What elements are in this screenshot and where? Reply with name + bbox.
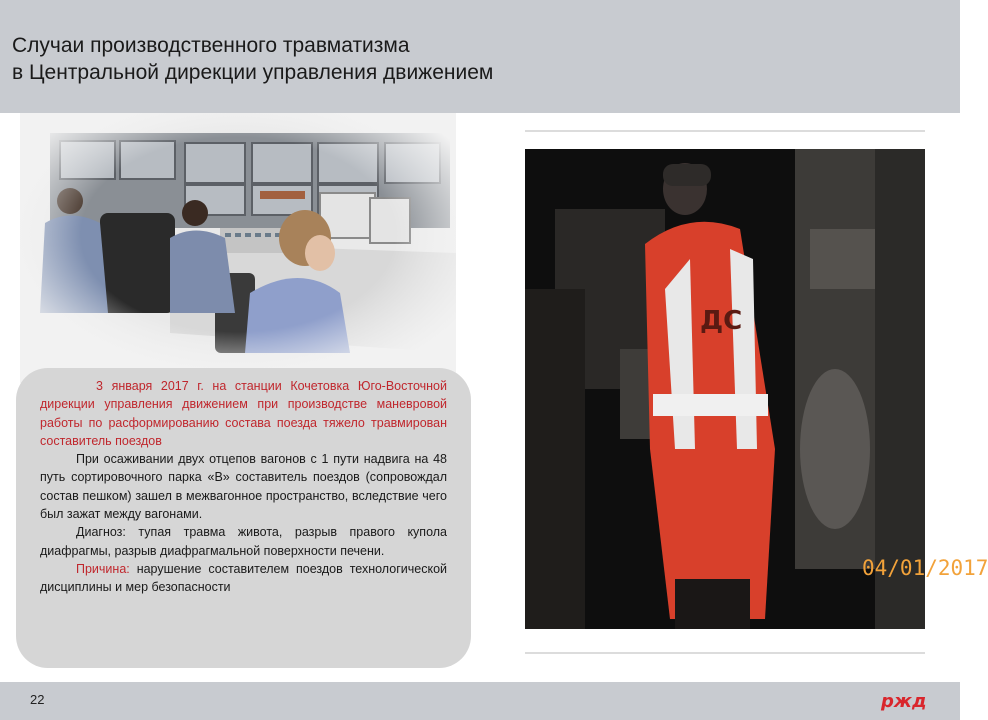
cause-label: Причина: [76,561,130,576]
page-number: 22 [30,692,45,707]
svg-text:ДС: ДС [700,306,743,336]
control-room-illustration [20,113,456,383]
photo-date-stamp: 04/01/2017 [862,556,988,580]
incident-diagnosis: Диагноз: тупая травма живота, разрыв правого купола диафрагмы, разрыв диафрагмальной поверхности печени. [40,525,447,558]
incident-cause [40,560,447,597]
rzd-logo-icon [880,689,930,713]
title-line-1: Случаи производственного травматизма [12,34,410,57]
page-title [12,32,493,86]
svg-text:рж: рж [881,691,912,712]
control-room-photo [20,113,456,383]
svg-text:д: д [912,691,927,712]
footer-bar [0,682,960,720]
title-line-2: в Центральной дирекции управления движением [12,61,494,84]
incident-text [40,377,447,597]
incident-description: При осаживании двух отцепов вагонов с 1 пути надвига на 48 путь сортировочного парка «В» составитель поездов (сопровождал состав пешком) зашел в межвагонное пространство, вследствие чего был зажат между вагонами. [40,452,447,522]
cause-text: нарушение составителем поездов технологической дисциплины и мер безопасности [40,561,447,595]
incident-lead: 3 января 2017 г. на станции Кочетовка Юго-Восточной дирекции управления движением при производстве маневровой работы по расформированию состава поезда тяжело травмирован составитель поездов [40,379,447,448]
